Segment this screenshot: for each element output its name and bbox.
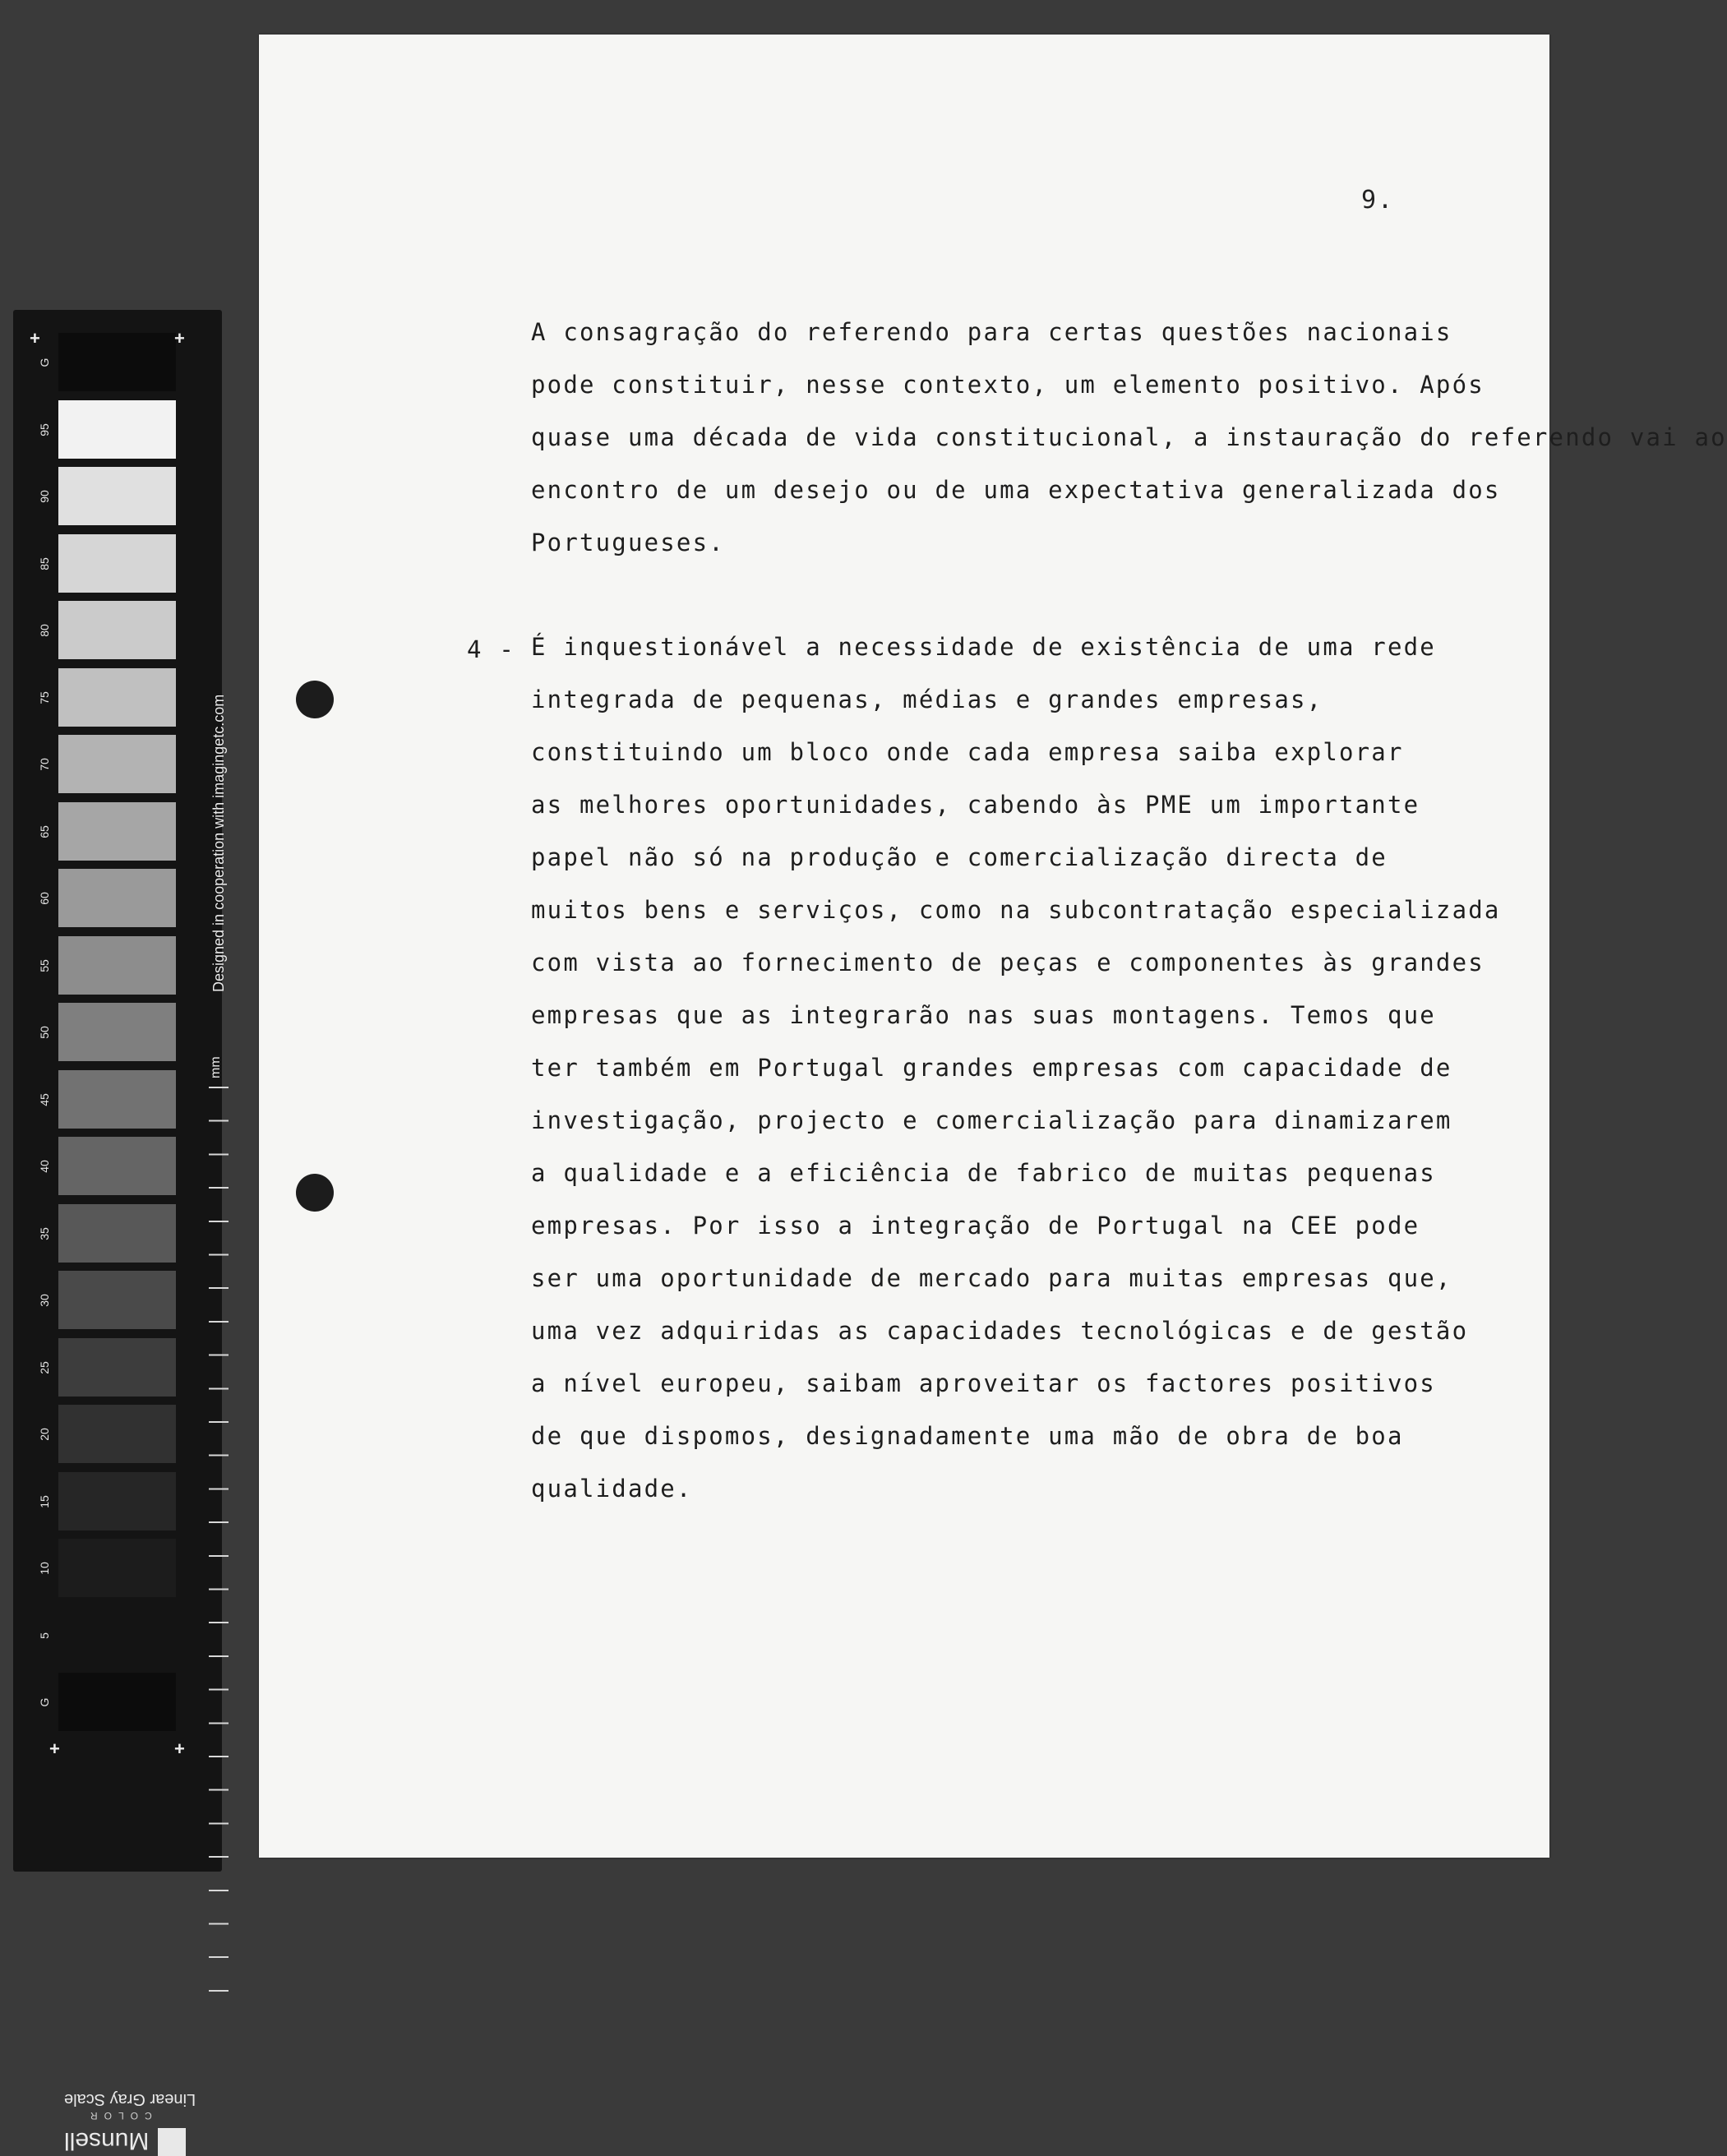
- brand-name: Munsell: [64, 2127, 150, 2154]
- text-line: constituindo um bloco onde cada empresa saiba explorar: [531, 738, 1404, 766]
- plus-mark: +: [30, 328, 40, 349]
- gray-patch: [58, 534, 176, 593]
- text-line: encontro de um desejo ou de uma expectativa generalizada dos: [531, 476, 1501, 504]
- plus-mark: +: [49, 1738, 60, 1759]
- mm-ruler: [209, 1087, 229, 2007]
- patch-label: 75: [38, 690, 51, 704]
- gray-patch: [58, 1271, 176, 1329]
- gray-patch: [58, 1472, 176, 1530]
- patch-label: G: [38, 1697, 51, 1707]
- text-line: A consagração do referendo para certas questões nacionais: [531, 318, 1452, 346]
- plus-mark: +: [174, 1738, 185, 1759]
- text-line: a nível europeu, saibam aproveitar os factores positivos: [531, 1369, 1436, 1397]
- card-credit: Designed in cooperation with imagingetc.com: [210, 694, 227, 992]
- gray-patch: [58, 1539, 176, 1597]
- gray-patch: [58, 1606, 176, 1664]
- text-line: muitos bens e serviços, como na subcontratação especializada: [531, 896, 1501, 924]
- text-line: ser uma oportunidade de mercado para muitas empresas que,: [531, 1264, 1452, 1292]
- text-line: integrada de pequenas, médias e grandes empresas,: [531, 686, 1323, 713]
- patch-label: 60: [38, 892, 51, 905]
- gray-patch: [58, 1003, 176, 1061]
- text-line: Portugueses.: [531, 529, 725, 556]
- punch-hole: [296, 1174, 334, 1212]
- gray-patch: [58, 668, 176, 727]
- patch-label: 90: [38, 490, 51, 503]
- gray-patch: [58, 802, 176, 861]
- text-line: as melhores oportunidades, cabendo às PME um importante: [531, 791, 1420, 819]
- gray-patch: [58, 735, 176, 793]
- text-line: pode constituir, nesse contexto, um elemento positivo. Após: [531, 371, 1485, 399]
- patch-label: 45: [38, 1092, 51, 1106]
- patch-label: 95: [38, 422, 51, 436]
- text-line: empresas. Por isso a integração de Portugal na CEE pode: [531, 1212, 1420, 1240]
- text-line: papel não só na produção e comercialização directa de: [531, 843, 1388, 871]
- text-line: investigação, projecto e comercialização para dinamizarem: [531, 1106, 1452, 1134]
- patch-label: 80: [38, 624, 51, 637]
- brand-sub: COLOR: [84, 2110, 152, 2121]
- text-line: a qualidade e a eficiência de fabrico de muitas pequenas: [531, 1159, 1436, 1187]
- patch-label: G: [38, 358, 51, 367]
- gray-patch: [58, 1405, 176, 1463]
- patch-label: 50: [38, 1026, 51, 1039]
- patch-label: 20: [38, 1428, 51, 1441]
- patch-label: 15: [38, 1494, 51, 1508]
- gray-scale-card: [13, 310, 227, 2154]
- patch-label: 35: [38, 1226, 51, 1240]
- text-line: ter também em Portugal grandes empresas com capacidade de: [531, 1054, 1452, 1082]
- patch-label: 85: [38, 556, 51, 570]
- page-number: 9.: [1361, 186, 1395, 215]
- gray-patch: [58, 936, 176, 995]
- text-line: empresas que as integrarão nas suas montagens. Temos que: [531, 1001, 1436, 1029]
- gray-patch: [58, 1204, 176, 1263]
- plus-mark: +: [174, 328, 185, 349]
- gray-patch: [58, 333, 176, 391]
- gray-patch: [58, 467, 176, 525]
- patch-label: 30: [38, 1294, 51, 1307]
- gray-patch: [58, 1137, 176, 1195]
- gray-patch: [58, 601, 176, 659]
- text-line: de que dispomos, designadamente uma mão de obra de boa: [531, 1422, 1404, 1450]
- patch-label: 65: [38, 824, 51, 838]
- ruler-unit: mm: [209, 1056, 223, 1078]
- patch-label: 5: [38, 1632, 51, 1639]
- text-line: quase uma década de vida constitucional, a instauração do referendo vai ao: [531, 423, 1727, 451]
- patch-label: 55: [38, 958, 51, 972]
- item-number: 4 -: [467, 635, 515, 663]
- text-line: É inquestionável a necessidade de existência de uma rede: [531, 633, 1436, 661]
- text-line: qualidade.: [531, 1475, 693, 1503]
- patch-label: 10: [38, 1562, 51, 1575]
- gray-patch: [58, 869, 176, 927]
- patch-label: 40: [38, 1160, 51, 1173]
- munsell-logo-icon: [158, 2128, 186, 2156]
- patch-label: 25: [38, 1360, 51, 1374]
- gray-patch: [58, 1070, 176, 1129]
- scale-title: Linear Gray Scale: [64, 2090, 196, 2108]
- document-page: [259, 35, 1549, 1858]
- patch-label: 70: [38, 758, 51, 771]
- punch-hole: [296, 681, 334, 718]
- text-line: uma vez adquiridas as capacidades tecnológicas e de gestão: [531, 1317, 1469, 1345]
- gray-patch: [58, 1338, 176, 1397]
- gray-patch: [58, 1673, 176, 1731]
- gray-patch: [58, 400, 176, 459]
- text-line: com vista ao fornecimento de peças e componentes às grandes: [531, 949, 1485, 976]
